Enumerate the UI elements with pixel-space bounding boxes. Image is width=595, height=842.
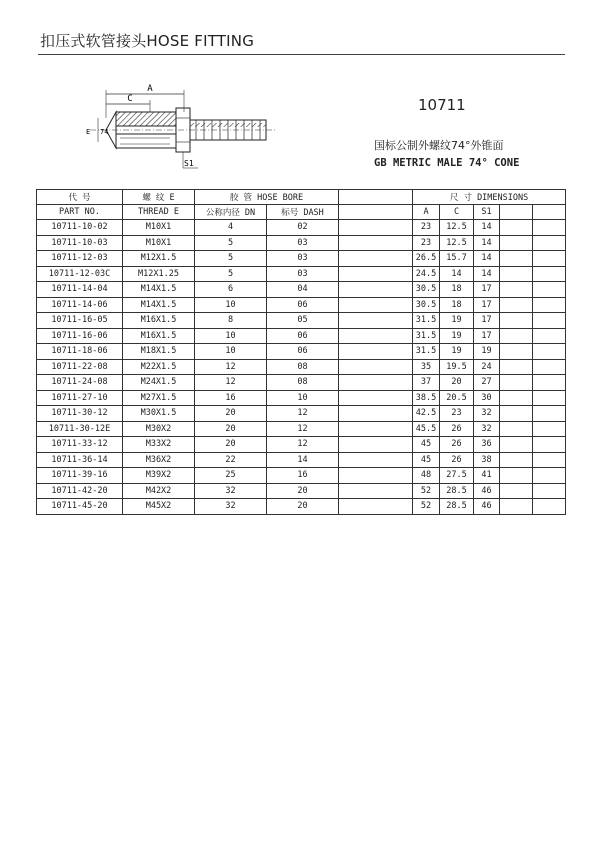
cell-blank [533, 483, 566, 499]
cell-blank [339, 452, 413, 468]
cell-part-no: 10711-10-02 [37, 220, 123, 236]
cell-dash: 03 [267, 235, 339, 251]
cell-blank [339, 437, 413, 453]
cell-dn: 12 [195, 359, 267, 375]
table-row [37, 468, 566, 484]
table-row [37, 452, 566, 468]
description-en: GB METRIC MALE 74° CONE [374, 157, 520, 169]
cell-thread: M39X2 [123, 468, 195, 484]
cell-dash: 20 [267, 499, 339, 515]
cell-dn: 22 [195, 452, 267, 468]
cell-c: 27.5 [440, 468, 474, 484]
cell-c: 19 [440, 344, 474, 360]
cell-part-no: 10711-18-06 [37, 344, 123, 360]
cell-thread: M12X1.25 [123, 266, 195, 282]
cell-dash: 03 [267, 266, 339, 282]
cell-s1: 30 [474, 390, 500, 406]
cell-blank [533, 235, 566, 251]
cell-blank [339, 297, 413, 313]
cell-s1: 17 [474, 313, 500, 329]
cell-part-no: 10711-10-03 [37, 235, 123, 251]
table-row [37, 421, 566, 437]
cell-dn: 4 [195, 220, 267, 236]
cell-blank [339, 468, 413, 484]
cell-blank [339, 282, 413, 298]
cell-c: 20 [440, 375, 474, 391]
cell-blank [533, 251, 566, 267]
cell-c: 26 [440, 452, 474, 468]
cell-a: 30.5 [413, 282, 440, 298]
cell-s1: 41 [474, 468, 500, 484]
cell-blank [533, 421, 566, 437]
cell-a: 45 [413, 452, 440, 468]
cell-dash: 05 [267, 313, 339, 329]
cell-s1: 17 [474, 282, 500, 298]
cell-part-no: 10711-12-03C [37, 266, 123, 282]
cell-thread: M14X1.5 [123, 297, 195, 313]
cell-a: 31.5 [413, 344, 440, 360]
cell-thread: M10X1 [123, 220, 195, 236]
cell-blank [339, 313, 413, 329]
cell-s1: 38 [474, 452, 500, 468]
cell-dn: 8 [195, 313, 267, 329]
table-header-row-cn [37, 190, 566, 205]
cell-s1: 14 [474, 220, 500, 236]
cell-dash: 06 [267, 328, 339, 344]
cell-thread: M24X1.5 [123, 375, 195, 391]
cell-dn: 25 [195, 468, 267, 484]
cell-s1: 24 [474, 359, 500, 375]
cell-blank [500, 359, 533, 375]
cell-a: 52 [413, 499, 440, 515]
cell-blank [500, 313, 533, 329]
cell-dn: 5 [195, 266, 267, 282]
cell-c: 28.5 [440, 499, 474, 515]
cell-part-no: 10711-45-20 [37, 499, 123, 515]
cell-blank [500, 297, 533, 313]
table-row [37, 266, 566, 282]
cell-blank [500, 328, 533, 344]
cell-dash: 04 [267, 282, 339, 298]
cell-part-no: 10711-24-08 [37, 375, 123, 391]
cell-blank [533, 437, 566, 453]
cell-blank [339, 499, 413, 515]
cell-part-no: 10711-22-08 [37, 359, 123, 375]
cell-dash: 03 [267, 251, 339, 267]
header-blank [533, 205, 566, 220]
cell-dash: 16 [267, 468, 339, 484]
cell-dash: 10 [267, 390, 339, 406]
cell-part-no: 10711-36-14 [37, 452, 123, 468]
cell-dash: 08 [267, 375, 339, 391]
table-row [37, 483, 566, 499]
cell-blank [500, 375, 533, 391]
dim-label-a: A [147, 84, 153, 94]
cell-blank [500, 437, 533, 453]
cell-s1: 32 [474, 421, 500, 437]
cell-c: 20.5 [440, 390, 474, 406]
cell-blank [339, 328, 413, 344]
cell-blank [500, 483, 533, 499]
table-row [37, 297, 566, 313]
cell-dn: 6 [195, 282, 267, 298]
cell-dash: 12 [267, 437, 339, 453]
cell-s1: 46 [474, 499, 500, 515]
cell-blank [339, 220, 413, 236]
cell-blank [500, 344, 533, 360]
fitting-drawing [80, 78, 280, 178]
cell-c: 26 [440, 437, 474, 453]
cell-s1: 32 [474, 406, 500, 422]
cell-c: 18 [440, 282, 474, 298]
cell-c: 12.5 [440, 235, 474, 251]
cell-c: 28.5 [440, 483, 474, 499]
table-row [37, 313, 566, 329]
header-blank [339, 205, 413, 220]
header-thread-en: THREAD E [123, 205, 195, 220]
cell-blank [500, 282, 533, 298]
cell-blank [500, 468, 533, 484]
cell-blank [533, 297, 566, 313]
cell-blank [500, 452, 533, 468]
table-row [37, 406, 566, 422]
table-row [37, 220, 566, 236]
cell-dn: 5 [195, 235, 267, 251]
cell-part-no: 10711-12-03 [37, 251, 123, 267]
cell-s1: 14 [474, 235, 500, 251]
header-dash: 标号 DASH [267, 205, 339, 220]
dim-label-c: C [127, 94, 133, 104]
cell-a: 24.5 [413, 266, 440, 282]
cell-dn: 10 [195, 297, 267, 313]
cell-blank [533, 406, 566, 422]
cell-thread: M16X1.5 [123, 328, 195, 344]
table-row [37, 328, 566, 344]
cell-dash: 06 [267, 344, 339, 360]
cell-dn: 10 [195, 328, 267, 344]
table-row [37, 344, 566, 360]
cell-a: 45 [413, 437, 440, 453]
header-dim-cn: 尺 寸 DIMENSIONS [413, 190, 566, 205]
cell-c: 14 [440, 266, 474, 282]
cell-part-no: 10711-30-12E [37, 421, 123, 437]
cell-thread: M42X2 [123, 483, 195, 499]
cell-blank [339, 235, 413, 251]
cell-a: 35 [413, 359, 440, 375]
cell-c: 15.7 [440, 251, 474, 267]
cell-part-no: 10711-42-20 [37, 483, 123, 499]
cell-blank [533, 359, 566, 375]
cell-blank [500, 499, 533, 515]
cell-thread: M27X1.5 [123, 390, 195, 406]
header-s1: S1 [474, 205, 500, 220]
cell-a: 23 [413, 235, 440, 251]
table-row [37, 282, 566, 298]
cell-thread: M16X1.5 [123, 313, 195, 329]
page-title: 扣压式软管接头HOSE FITTING [40, 32, 255, 50]
cell-thread: M30X1.5 [123, 406, 195, 422]
cell-dash: 20 [267, 483, 339, 499]
cell-dn: 20 [195, 437, 267, 453]
cell-blank [500, 421, 533, 437]
cell-thread: M14X1.5 [123, 282, 195, 298]
cell-dash: 14 [267, 452, 339, 468]
cell-blank [533, 313, 566, 329]
cell-dn: 20 [195, 421, 267, 437]
cell-part-no: 10711-27-10 [37, 390, 123, 406]
cell-a: 26.5 [413, 251, 440, 267]
cell-part-no: 10711-14-04 [37, 282, 123, 298]
cell-dn: 12 [195, 375, 267, 391]
cell-c: 18 [440, 297, 474, 313]
header-part-en: PART NO. [37, 205, 123, 220]
cell-s1: 27 [474, 375, 500, 391]
cell-part-no: 10711-30-12 [37, 406, 123, 422]
description-cn: 国标公制外螺纹74°外锥面 [374, 139, 504, 152]
table-row [37, 359, 566, 375]
spec-table-body [37, 220, 566, 515]
spec-table [36, 189, 566, 515]
dim-label-e: E [86, 128, 91, 136]
table-row [37, 390, 566, 406]
cell-blank [339, 344, 413, 360]
dim-label-74: 74 [100, 128, 109, 136]
cell-blank [533, 328, 566, 344]
cell-a: 31.5 [413, 313, 440, 329]
cell-c: 19 [440, 328, 474, 344]
cell-blank [533, 375, 566, 391]
cell-thread: M10X1 [123, 235, 195, 251]
cell-part-no: 10711-16-05 [37, 313, 123, 329]
cell-blank [533, 344, 566, 360]
cell-dn: 32 [195, 483, 267, 499]
header-divider [38, 54, 565, 55]
header-thread-cn: 螺 纹 E [123, 190, 195, 205]
cell-part-no: 10711-33-12 [37, 437, 123, 453]
model-number: 10711 [418, 96, 466, 114]
cell-blank [339, 421, 413, 437]
cell-s1: 14 [474, 266, 500, 282]
cell-dn: 16 [195, 390, 267, 406]
header-c: C [440, 205, 474, 220]
cell-c: 19.5 [440, 359, 474, 375]
cell-blank [533, 452, 566, 468]
cell-dn: 32 [195, 499, 267, 515]
cell-a: 30.5 [413, 297, 440, 313]
cell-blank [533, 468, 566, 484]
cell-thread: M18X1.5 [123, 344, 195, 360]
cell-blank [533, 390, 566, 406]
cell-blank [339, 390, 413, 406]
cell-a: 37 [413, 375, 440, 391]
cell-blank [500, 251, 533, 267]
cell-c: 23 [440, 406, 474, 422]
cell-blank [339, 359, 413, 375]
table-header-row-en [37, 205, 566, 220]
cell-dn: 20 [195, 406, 267, 422]
cell-blank [339, 251, 413, 267]
cell-a: 31.5 [413, 328, 440, 344]
header-a: A [413, 205, 440, 220]
dim-label-s1: S1 [184, 159, 194, 168]
cell-dash: 06 [267, 297, 339, 313]
header-dn: 公称内径 DN [195, 205, 267, 220]
cell-part-no: 10711-14-06 [37, 297, 123, 313]
cell-blank [500, 390, 533, 406]
table-row [37, 437, 566, 453]
cell-blank [533, 282, 566, 298]
cell-c: 19 [440, 313, 474, 329]
cell-a: 23 [413, 220, 440, 236]
cell-c: 12.5 [440, 220, 474, 236]
cell-blank [500, 220, 533, 236]
cell-dash: 12 [267, 406, 339, 422]
cell-blank [339, 483, 413, 499]
cell-s1: 36 [474, 437, 500, 453]
cell-dash: 12 [267, 421, 339, 437]
header-blank [339, 190, 413, 205]
header-hose-cn: 胶 管 HOSE BORE [195, 190, 339, 205]
cell-a: 42.5 [413, 406, 440, 422]
cell-c: 26 [440, 421, 474, 437]
cell-a: 38.5 [413, 390, 440, 406]
table-row [37, 499, 566, 515]
cell-dn: 10 [195, 344, 267, 360]
cell-thread: M12X1.5 [123, 251, 195, 267]
cell-part-no: 10711-39-16 [37, 468, 123, 484]
cell-blank [533, 266, 566, 282]
header-blank [500, 205, 533, 220]
cell-thread: M22X1.5 [123, 359, 195, 375]
cell-thread: M45X2 [123, 499, 195, 515]
cell-a: 52 [413, 483, 440, 499]
cell-dn: 5 [195, 251, 267, 267]
cell-part-no: 10711-16-06 [37, 328, 123, 344]
cell-s1: 17 [474, 297, 500, 313]
cell-thread: M33X2 [123, 437, 195, 453]
cell-s1: 17 [474, 328, 500, 344]
cell-s1: 46 [474, 483, 500, 499]
header-part-cn: 代 号 [37, 190, 123, 205]
cell-blank [339, 406, 413, 422]
cell-dash: 02 [267, 220, 339, 236]
cell-s1: 14 [474, 251, 500, 267]
cell-thread: M30X2 [123, 421, 195, 437]
cell-blank [533, 220, 566, 236]
cell-blank [533, 499, 566, 515]
cell-a: 48 [413, 468, 440, 484]
cell-s1: 19 [474, 344, 500, 360]
cell-blank [500, 235, 533, 251]
cell-blank [339, 375, 413, 391]
table-row [37, 235, 566, 251]
cell-blank [500, 266, 533, 282]
cell-thread: M36X2 [123, 452, 195, 468]
table-row [37, 375, 566, 391]
cell-blank [339, 266, 413, 282]
cell-blank [500, 406, 533, 422]
cell-dash: 08 [267, 359, 339, 375]
table-row [37, 251, 566, 267]
cell-a: 45.5 [413, 421, 440, 437]
